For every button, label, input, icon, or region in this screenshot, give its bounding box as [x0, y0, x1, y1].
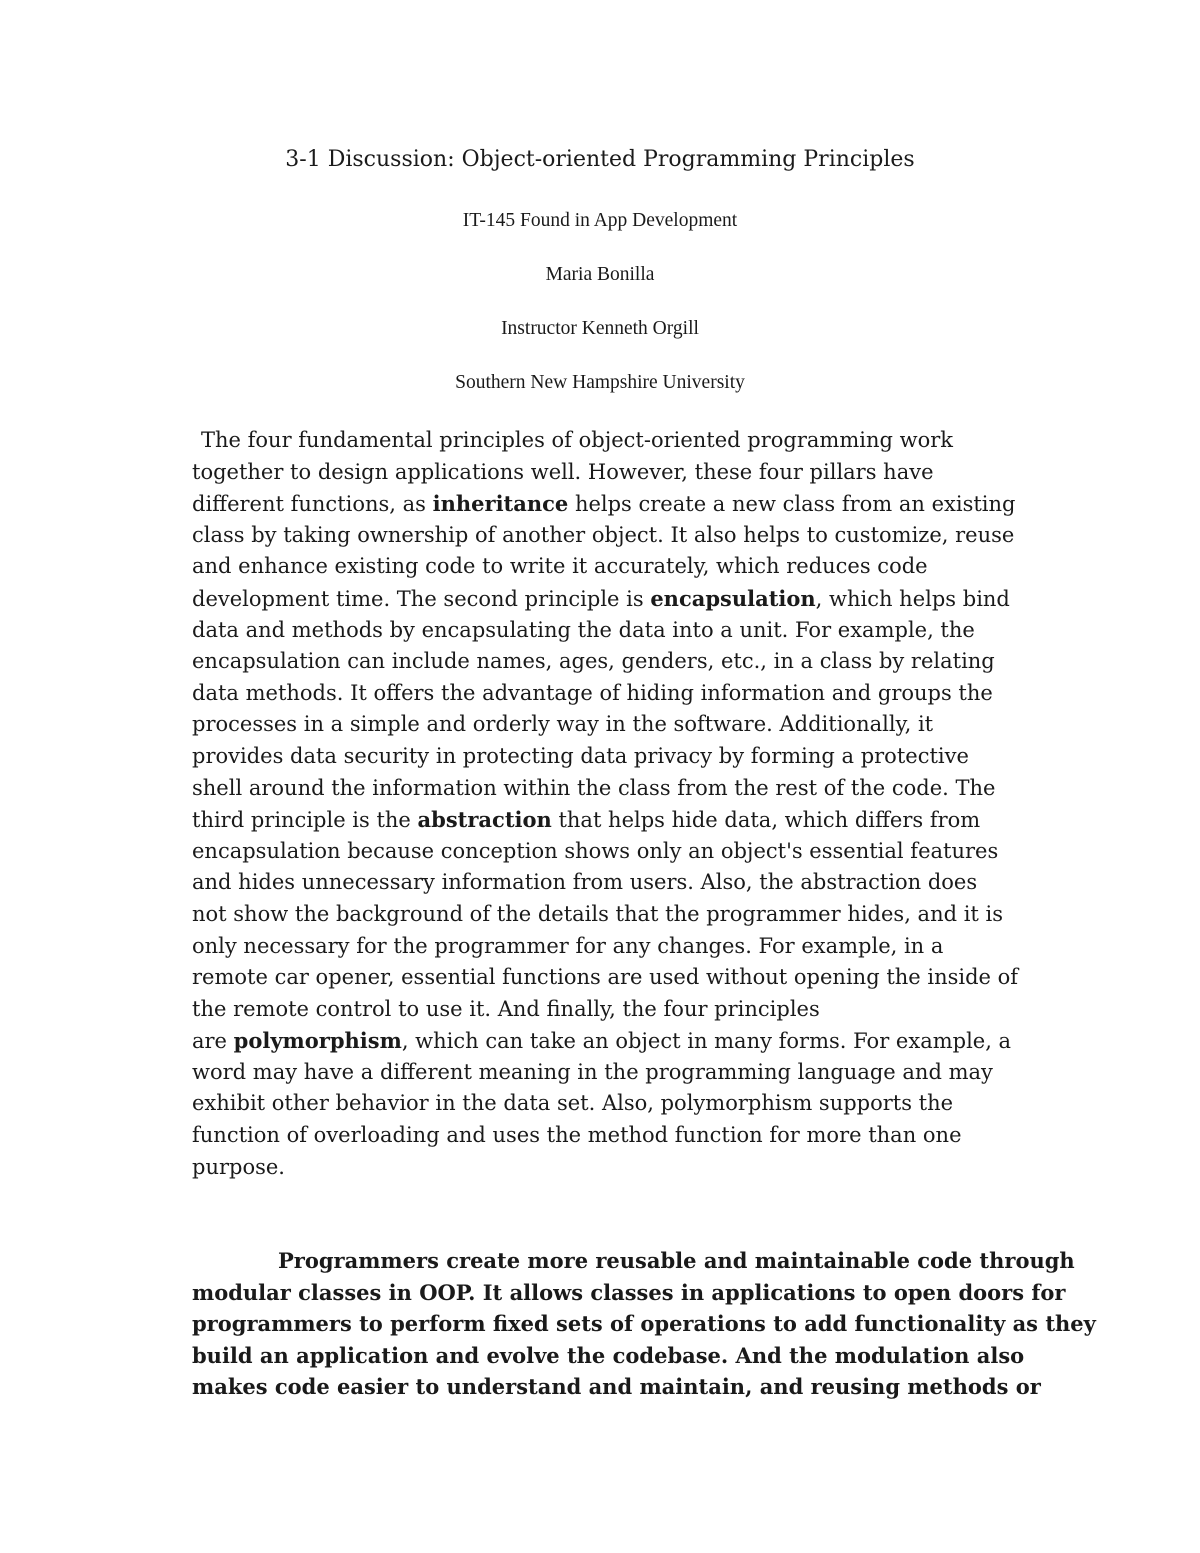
term-inheritance: inheritance: [432, 491, 569, 517]
text-segment: third principle is the: [192, 808, 418, 833]
body-paragraph-1: [192, 425, 1072, 1183]
paragraph-line: provides data security in protecting data privacy by forming a protective: [192, 743, 969, 768]
text-segment: helps create a new class from an existing: [568, 492, 1016, 517]
text-segment: different functions, as: [192, 492, 433, 517]
author-name: Maria Bonilla: [545, 264, 655, 285]
document-title: 3-1 Discussion: Object-oriented Programming Principles: [285, 147, 915, 172]
paragraph-line: The four fundamental principles of object-oriented programming work: [201, 428, 953, 452]
course-name: IT-145 Found in App Development: [462, 210, 738, 231]
paragraph-line: word may have a different meaning in the programming language and may: [192, 1059, 993, 1084]
paragraph-line: the remote control to use it. And finally, the four principles: [192, 996, 820, 1021]
paragraph-line: programmers to perform fixed sets of operations to add functionality as they: [192, 1311, 1096, 1337]
paragraph-line: not show the background of the details that the programmer hides, and it is: [192, 901, 1004, 926]
paragraph-line: encapsulation can include names, ages, genders, etc., in a class by relating: [192, 649, 995, 674]
paragraph-line: encapsulation because conception shows only an object's essential features: [192, 838, 999, 863]
paragraph-line: processes in a simple and orderly way in the software. Additionally, it: [192, 712, 934, 737]
term-polymorphism: polymorphism: [233, 1028, 402, 1054]
paragraph-line: [192, 488, 1072, 520]
paragraph-line: data and methods by encapsulating the data into a unit. For example, the: [192, 617, 975, 642]
paragraph-line: purpose.: [192, 1154, 285, 1179]
paragraph-line: [192, 1025, 1072, 1057]
paragraph-line: modular classes in OOP. It allows classes in applications to open doors for: [192, 1279, 1066, 1305]
paragraph-line: makes code easier to understand and maintain, and reusing methods or: [192, 1374, 1041, 1400]
body-paragraph-2: [192, 1245, 1096, 1403]
paragraph-line: only necessary for the programmer for any changes. For example, in a: [192, 933, 944, 958]
text-segment: are: [192, 1029, 234, 1054]
term-encapsulation: encapsulation: [650, 585, 816, 611]
institution-name: Southern New Hampshire University: [455, 372, 745, 393]
text-segment: that helps hide data, which differs from: [551, 808, 981, 833]
paragraph-line: [192, 804, 1072, 836]
paragraph-line: and enhance existing code to write it accurately, which reduces code: [192, 554, 928, 579]
instructor-name: Instructor Kenneth Orgill: [501, 318, 699, 339]
text-segment: , which can take an object in many forms. For example, a: [401, 1029, 1012, 1054]
paragraph-line: [192, 583, 1072, 615]
paragraph-line: data methods. It offers the advantage of hiding information and groups the: [192, 680, 993, 705]
paragraph-line: together to design applications well. However, these four pillars have: [192, 459, 934, 484]
paragraph-line: build an application and evolve the codebase. And the modulation also: [192, 1342, 1025, 1368]
paragraph-line: exhibit other behavior in the data set. Also, polymorphism supports the: [192, 1091, 954, 1116]
paragraph-line: remote car opener, essential functions are used without opening the inside of: [192, 965, 1019, 990]
text-segment: , which helps bind: [815, 586, 1010, 611]
paragraph-line: function of overloading and uses the method function for more than one: [192, 1123, 962, 1148]
paragraph-line: and hides unnecessary information from users. Also, the abstraction does: [192, 870, 978, 895]
paragraph-line: Programmers create more reusable and maintainable code through: [278, 1248, 1075, 1273]
term-abstraction: abstraction: [417, 807, 552, 833]
paragraph-line: shell around the information within the class from the rest of the code. The: [192, 775, 996, 800]
paragraph-line: class by taking ownership of another object. It also helps to customize, reuse: [192, 522, 1015, 547]
text-segment: development time. The second principle is: [192, 586, 651, 611]
